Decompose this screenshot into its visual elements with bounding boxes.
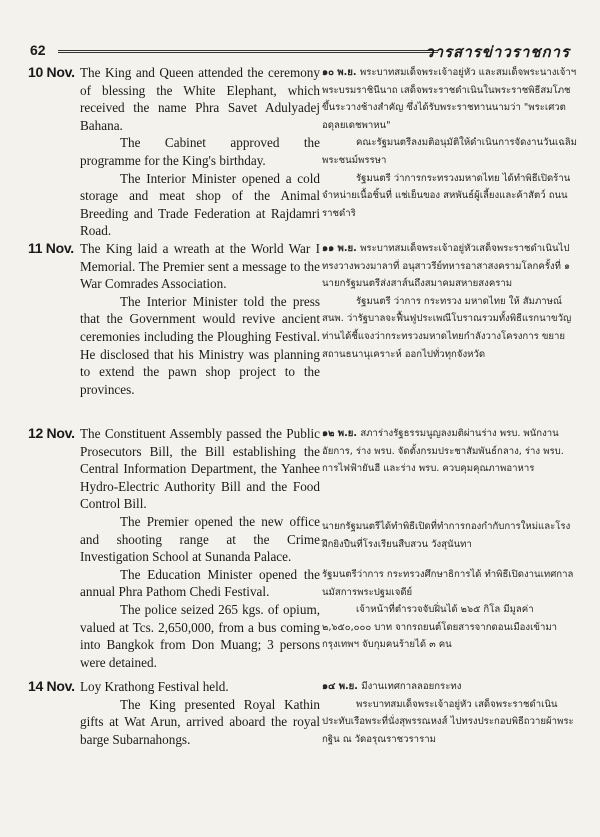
page-number: 62 — [30, 42, 46, 58]
english-entry — [28, 425, 320, 671]
entry-paragraph: The Premier opened the new office and shooting range at the Crime Investigation School at Sunanda Palace. — [80, 513, 320, 565]
entry-paragraph — [322, 134, 580, 169]
entry-text: พระบาทสมเด็จพระเจ้าอยู่หัว เสด็จพระราชดำเนินประทับเรือพระที่นั่งสุพรรณหงส์ ไปทรงประกอบพิธีถวายผ้าพระกฐิน ณ วัดอรุณราชวราราม — [322, 698, 574, 745]
journal-title: วารสารข่าวราชการ — [425, 43, 570, 61]
thai-entry — [322, 240, 580, 363]
entry-paragraph — [322, 425, 580, 478]
entry-text: มีงานเทศกาลลอยกระทง — [361, 681, 462, 692]
entry-paragraph — [322, 64, 580, 134]
entry-text: เจ้าหน้าที่ตำรวจจับฝิ่นได้ ๒๖๕ กิโล มีมูลค่า ๒,๖๕๐,๐๐๐ บาท จากรถยนต์โดยสารจากดอนเมืองเข้ามากรุงเทพฯ จับกุมคนร้ายได้ ๓ คน — [322, 604, 558, 651]
entry-paragraph: The Interior Minister told the press that the Government would revive ancient ceremonies including the Ploughing Festival. He disclosed that his Ministry was planning to extend the pawn shop project to the provinces. — [80, 293, 320, 397]
entry-text: คณะรัฐมนตรีลงมติอนุมัติให้ดำเนินการจัดงานวันเฉลิมพระชนม์พรรษา — [322, 137, 577, 166]
entry-paragraph — [322, 696, 580, 749]
entry-paragraph — [322, 566, 580, 601]
entry-text: นายกรัฐมนตรีได้ทำพิธีเปิดที่ทำการกองกำกับการใหม่และโรงฝึกยิงปืนที่โรงเรียนสืบสวน วังสุนันทา — [322, 521, 571, 550]
entry-paragraph: The King and Queen attended the ceremony of blessing the White Elephant, which received the name Phra Savet Adulyadej Bahana. — [80, 65, 320, 133]
english-entry — [28, 64, 320, 240]
entry-date: ๑๒ พ.ย. — [322, 428, 361, 439]
thai-entry — [322, 678, 580, 748]
entry-date: ๑๔ พ.ย. — [322, 681, 362, 692]
entry-paragraph: The police seized 265 kgs. of opium, valued at Tcs. 2,650,000, from a bus coming into Bangkok from Don Muang; 3 persons were detained. — [80, 601, 320, 670]
entry-date: 14 Nov. — [28, 678, 75, 694]
entry-date: ๑๐ พ.ย. — [322, 67, 360, 78]
page-header — [30, 42, 570, 60]
english-entry — [28, 678, 320, 748]
entry-text: รัฐมนตรี ว่าการกระทรวงมหาดไทย ได้ทำพิธีเปิดร้านจำหน่ายเนื้อชิ้นที่ แช่เย็นของ สหพันธ์ผู้เลี้ยงและค้าสัตว์ ถนนราชดำริ — [322, 172, 571, 219]
entry-date: 12 Nov. — [28, 425, 75, 441]
entry-paragraph — [322, 678, 580, 696]
entry-paragraph — [322, 170, 580, 223]
entry-paragraph — [322, 293, 580, 363]
entry-paragraph: The Constituent Assembly passed the Public Prosecutors Bill, the Bill establishing the Central Information Department, the Yanhee Hydro-Electric Authority Bill and the Food Control Bill. — [80, 426, 320, 512]
entry-date: ๑๑ พ.ย. — [322, 243, 361, 254]
english-entry — [28, 240, 320, 398]
entry-text: พระบาทสมเด็จพระเจ้าอยู่หัวเสด็จพระราชดำเนินไปทรงวางพวงมาลาที่ อนุสาวรีย์ทหารอาสาสงครามโลกครั้งที่ ๑ นายกรัฐมนตรีส่งสาส์นถึงสมาคมสหายสงคราม — [322, 243, 571, 290]
entry-paragraph — [322, 240, 580, 293]
entry-text: รัฐมนตรี ว่าการ กระทรวง มหาดไทย ให้ สัมภาษณ์ สนพ. ว่ารัฐบาลจะฟื้นฟูประเพณีโบราณรวมทั้งพิธีแรกนาขวัญ ท่านได้ชี้แจงว่ากระทรวงมหาดไทยกำลังวางโครงการ ขยายสถานธนานุเคราะห์ ออกไปทั่วทุกจังหวัด — [322, 295, 572, 360]
entry-paragraph: The King laid a wreath at the World War I Memorial. The Premier sent a message to the War Comrades Association. — [80, 241, 320, 292]
header-rule — [58, 50, 438, 53]
entry-date: 11 Nov. — [28, 240, 74, 256]
thai-entry — [322, 425, 580, 478]
entry-text: รัฐมนตรีว่าการ กระทรวงศึกษาธิการได้ ทำพิธีเปิดงานเทศกาลนมัสการพระปฐมเจดีย์ — [322, 569, 574, 598]
entry-paragraph: The Education Minister opened the annual Phra Pathom Chedi Festival. — [80, 566, 320, 600]
entry-text: พระบาทสมเด็จพระเจ้าอยู่หัว และสมเด็จพระนางเจ้าฯ พระบรมราชินีนาถ เสด็จพระราชดำเนินในพระราชพิธีสมโภชขึ้นระวางช้างสำคัญ ซึ่งได้รับพระราชทานนามว่า "พระเศวตอดุลยเดชพาหน" — [322, 67, 577, 131]
thai-entry — [322, 566, 580, 654]
entry-paragraph: The Cabinet approved the programme for the King's birthday. — [80, 135, 320, 168]
entry-paragraph: The Interior Minister opened a cold storage and meat shop of the Animal Breeding and Trade Federation at Rajdamri Road. — [80, 170, 320, 239]
entry-paragraph: The King presented Royal Kathin gifts at Wat Arun, arrived aboard the royal barge Subarnahongs. — [80, 696, 320, 747]
entry-paragraph — [322, 601, 580, 654]
thai-entry — [322, 518, 580, 553]
entry-paragraph: Loy Krathong Festival held. — [80, 679, 229, 694]
entry-date: 10 Nov. — [28, 64, 75, 80]
entry-text: สภาร่างรัฐธรรมนูญลงมติผ่านร่าง พรบ. พนักงานอัยการ, ร่าง พรบ. จัดตั้งกรมประชาสัมพันธ์กลาง, ร่าง พรบ. การไฟฟ้ายันฮี และร่าง พรบ. ควบคุมคุณภาพอาหาร — [322, 428, 564, 475]
entry-paragraph — [322, 518, 580, 553]
thai-entry — [322, 64, 580, 222]
